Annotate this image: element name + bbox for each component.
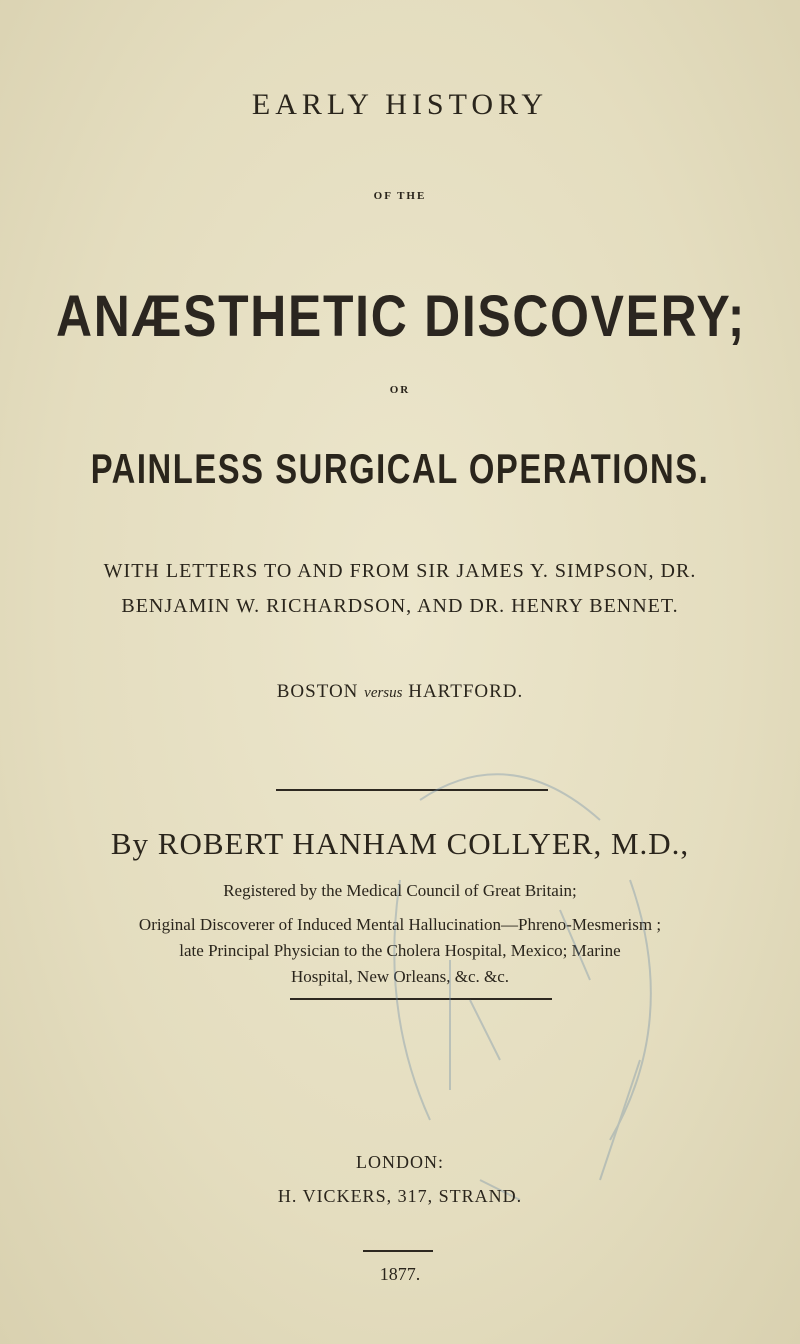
divider-rule-bottom — [363, 1250, 433, 1252]
early-history-heading: EARLY HISTORY — [251, 88, 549, 121]
versus-text: versus — [364, 685, 403, 701]
hartford-text: HARTFORD. — [408, 681, 524, 702]
of-the-text: OF THE — [373, 190, 427, 202]
boston-versus-hartford — [0, 681, 800, 703]
divider-rule-top — [276, 789, 548, 791]
registered-line: Registered by the Medical Council of Great Britain; — [223, 881, 577, 900]
london-imprint: LONDON: — [356, 1152, 444, 1172]
or-text: OR — [389, 384, 411, 396]
author-line — [0, 826, 800, 862]
main-title: ANÆSTHETIC DISCOVERY; — [56, 284, 747, 349]
divider-rule-middle — [290, 998, 552, 1000]
subtitle: PAINLESS SURGICAL OPERATIONS. — [90, 445, 710, 492]
letters-line-2: BENJAMIN W. RICHARDSON, AND DR. HENRY BENNET. — [121, 595, 679, 617]
credentials-line-1: Original Discoverer of Induced Mental Hallucination—Phreno-Mesmerism ; — [138, 915, 662, 934]
publication-year: 1877. — [379, 1264, 421, 1284]
boston-text: BOSTON — [276, 681, 359, 702]
publisher-imprint: H. VICKERS, 317, STRAND. — [277, 1186, 523, 1206]
by-text: By — [110, 826, 150, 861]
credentials-line-3: Hospital, New Orleans, &c. &c. — [290, 967, 510, 986]
author-name: ROBERT HANHAM COLLYER, M.D., — [157, 826, 690, 861]
letters-line-1: WITH LETTERS TO AND FROM SIR JAMES Y. SIMPSON, DR. — [103, 560, 697, 582]
credentials-line-2: late Principal Physician to the Cholera Hospital, Mexico; Marine — [179, 941, 621, 960]
